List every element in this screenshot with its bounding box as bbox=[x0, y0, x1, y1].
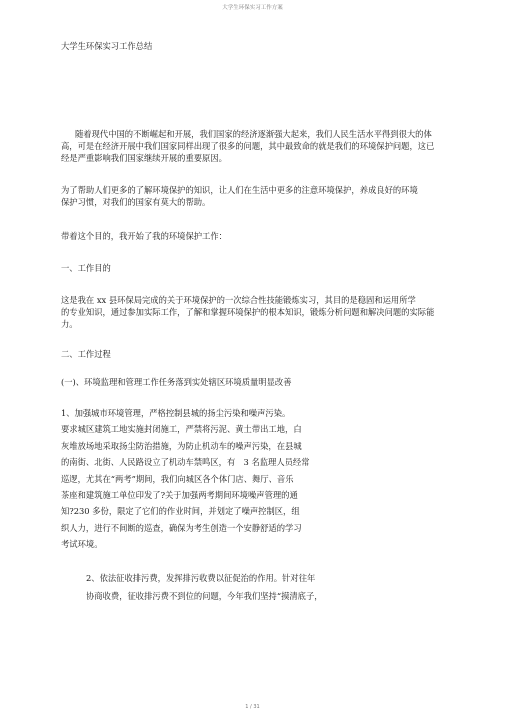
item-two bbox=[86, 569, 323, 605]
document-title: 大学生环保实习工作总结 bbox=[61, 41, 153, 51]
paragraph-intro bbox=[61, 128, 449, 165]
text-line: 的专业知识，通过参加实际工作，了解和掌握环境保护的根本知识，锻炼分析问题和解决问题的实际能 bbox=[61, 307, 435, 318]
text-line: 经是严重影响我们国家继续开展的重要原因。 bbox=[61, 153, 227, 164]
text-line: 茶座和建筑施工单位印发了?关于加强两考期间环境噪声管理的通 bbox=[61, 490, 298, 501]
text-line: 考试环境。 bbox=[61, 539, 103, 550]
text-line: 灰堆放场地采取扬尘防治措施，为防止机动车的噪声污染，在县城 bbox=[61, 440, 302, 451]
text-line: 这是我在 xx 县环保局完成的关于环境保护的一次综合性技能锻炼实习，其目的是稳固和运用所学 bbox=[61, 295, 416, 305]
page-number: 1 / 31 bbox=[245, 704, 260, 710]
text-line: 随着现代中国的不断崛起和开展，我们国家的经济逐渐强大起来，我们人民生活水平得到很大的体 bbox=[75, 129, 432, 139]
text-line: 织人力，进行不间断的巡查，确保为考生创造一个安静舒适的学习 bbox=[61, 522, 302, 533]
text-line: 保护习惯，对我们的国家有莫大的帮助。 bbox=[61, 197, 211, 208]
section-heading-goals: 一、工作目的 bbox=[61, 263, 111, 273]
text-line: 高，可是在经济开展中我们国家同样出现了很多的问题，其中最致命的就是我们的环境保护问题，这已 bbox=[61, 141, 435, 152]
paragraph-goal-detail bbox=[61, 294, 449, 331]
text-line: 要求城区建筑工地实施封闭施工，严禁将污泥、黄土带出工地，白 bbox=[61, 424, 302, 435]
paragraph-purpose bbox=[61, 184, 449, 208]
text-line: 1、加强城市环境管理，严格控制县城的扬尘污染和噪声污染。 bbox=[61, 408, 291, 418]
text-line: 巡逻，尤其在“两考”期间，我们向城区各个体门店、舞厅、音乐 bbox=[61, 473, 294, 484]
text-line: 的南街、北街、人民路设立了机动车禁鸣区，有 3 名监理人员经常 bbox=[61, 457, 310, 468]
text-line: 力。 bbox=[61, 319, 78, 330]
paragraph-goal: 带着这个目的，我开始了我的环境保护工作： bbox=[61, 231, 227, 241]
subsection-heading: (一)、环境监理和管理工作任务落到实处辖区环境质量明显改善 bbox=[61, 377, 292, 387]
text-line: 为了帮助人们更多的了解环境保护的知识，让人们在生活中更多的注意环境保护，养成良好的环境 bbox=[61, 185, 418, 195]
text-line: 协商收费，征收排污费不到位的问题，今年我们坚持“摸清底子， bbox=[86, 591, 323, 601]
text-line: 2、依法征收排污费，发挥排污收费以征促治的作用。针对往年 bbox=[86, 573, 316, 583]
text-line: 知?230 多份，限定了它们的作业时间，并划定了噪声控制区，组 bbox=[61, 506, 300, 517]
page-header: 大学生环保实习工作方案 bbox=[222, 5, 283, 11]
item-one bbox=[61, 405, 310, 553]
section-heading-process: 二、工作过程 bbox=[61, 349, 111, 359]
